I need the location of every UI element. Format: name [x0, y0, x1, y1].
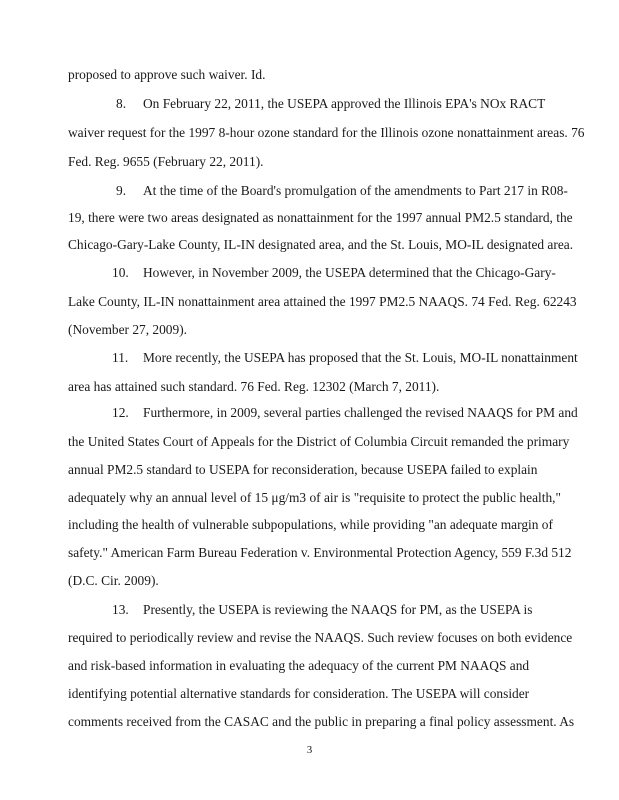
text-line: (D.C. Cir. 2009). [68, 573, 159, 588]
paragraph-number: 13. [112, 602, 129, 617]
text-line: Chicago-Gary-Lake County, IL-IN designated area, and the St. Louis, MO-IL designated area. [68, 237, 574, 252]
text-line: including the health of vulnerable subpopulations, while providing "an adequate margin of [68, 517, 553, 532]
text-line: Presently, the USEPA is reviewing the NAAQS for PM, as the USEPA is [143, 602, 533, 617]
text-line: (November 27, 2009). [68, 322, 187, 337]
text-line: At the time of the Board's promulgation of the amendments to Part 217 in R08- [143, 183, 568, 198]
text-line: Furthermore, in 2009, several parties challenged the revised NAAQS for PM and [143, 405, 578, 420]
text-line: and risk-based information in evaluating the adequacy of the current PM NAAQS and [68, 658, 530, 673]
text-line: required to periodically review and revise the NAAQS. Such review focuses on both evidence [68, 630, 573, 645]
text-line: On February 22, 2011, the USEPA approved the Illinois EPA's NOx RACT [143, 96, 546, 111]
paragraph-number: 8. [116, 96, 127, 111]
paragraph-number: 10. [112, 265, 129, 280]
text-line: area has attained such standard. 76 Fed. Reg. 12302 (March 7, 2011). [68, 379, 440, 394]
text-line: However, in November 2009, the USEPA determined that the Chicago-Gary- [143, 265, 556, 280]
text-line: comments received from the CASAC and the public in preparing a final policy assessment. As [68, 714, 575, 729]
text-line: waiver request for the 1997 8-hour ozone standard for the Illinois ozone nonattainment areas. 76 [68, 125, 585, 140]
paragraph-number: 11. [112, 350, 129, 365]
text-line: identifying potential alternative standards for consideration. The USEPA will consider [68, 686, 530, 701]
paragraph-number: 9. [116, 183, 127, 198]
text-line: safety." American Farm Bureau Federation v. Environmental Protection Agency, 559 F.3d 512 [68, 545, 572, 560]
text-line: 19, there were two areas designated as nonattainment for the 1997 annual PM2.5 standard, the [68, 210, 573, 225]
paragraph-number: 12. [112, 405, 129, 420]
text-line: Fed. Reg. 9655 (February 22, 2011). [68, 154, 264, 169]
text-line: annual PM2.5 standard to USEPA for reconsideration, because USEPA failed to explain [68, 462, 538, 477]
text-line: adequately why an annual level of 15 μg/m3 of air is "requisite to protect the public health," [68, 490, 561, 505]
text-line: Lake County, IL-IN nonattainment area attained the 1997 PM2.5 NAAQS. 74 Fed. Reg. 62243 [68, 294, 577, 309]
page-number: 3 [306, 744, 313, 756]
text-line: proposed to approve such waiver. Id. [68, 67, 266, 82]
text-line: the United States Court of Appeals for the District of Columbia Circuit remanded the primary [68, 434, 570, 449]
text-line: More recently, the USEPA has proposed that the St. Louis, MO-IL nonattainment [143, 350, 578, 365]
